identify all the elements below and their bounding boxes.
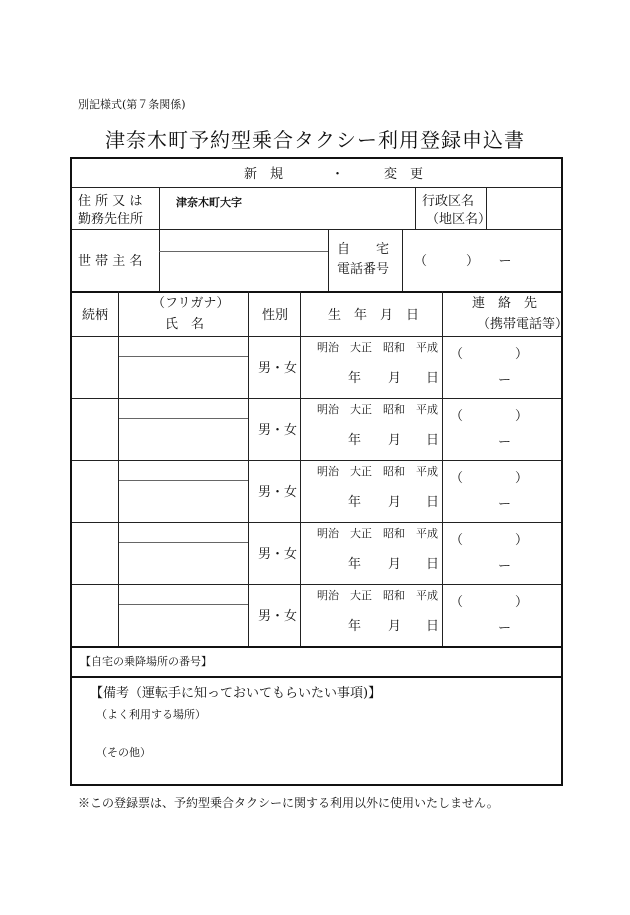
divider xyxy=(72,291,561,293)
divider xyxy=(159,229,160,291)
phone-label-1: 自 宅 xyxy=(337,242,390,257)
contact-phone-field[interactable]: （ ） xyxy=(450,471,529,486)
contact-phone-field[interactable]: （ ） xyxy=(450,409,529,424)
divider xyxy=(72,336,561,337)
year-label: 年 xyxy=(348,495,362,510)
divider xyxy=(328,229,329,291)
option-separator: ・ xyxy=(331,167,345,182)
address-field[interactable]: 津奈木町大字 xyxy=(176,196,242,209)
phone-label-2: 電話番号 xyxy=(337,262,390,277)
divider xyxy=(72,584,561,585)
month-label: 月 xyxy=(388,557,402,572)
home-phone-field[interactable]: （ ） ー xyxy=(414,254,512,269)
year-label: 年 xyxy=(348,371,362,386)
gender-option[interactable]: 男・女 xyxy=(258,485,298,500)
divider xyxy=(72,398,561,399)
gender-option[interactable]: 男・女 xyxy=(258,361,298,376)
divider xyxy=(486,187,487,229)
divider xyxy=(118,291,119,646)
divider xyxy=(248,291,249,646)
birthdate-header: 生 年 月 日 xyxy=(328,308,420,323)
divider xyxy=(159,187,160,229)
month-label: 月 xyxy=(388,619,402,634)
address-label-1: 住 所 又 は xyxy=(78,194,143,209)
divider xyxy=(402,229,403,291)
divider xyxy=(72,229,561,230)
month-label: 月 xyxy=(388,433,402,448)
contact-dash: ー xyxy=(498,373,512,388)
option-new[interactable]: 新 規 xyxy=(244,167,284,182)
relation-header: 続柄 xyxy=(82,308,109,323)
year-label: 年 xyxy=(348,557,362,572)
furigana-header: （フリガナ） xyxy=(152,296,230,311)
contact-dash: ー xyxy=(498,497,512,512)
day-label: 日 xyxy=(426,557,440,572)
divider xyxy=(300,291,301,646)
other-label: （その他） xyxy=(96,746,151,759)
furigana-line xyxy=(118,356,248,357)
furigana-line xyxy=(159,251,328,252)
remarks-title: 【備考（運転手に知っておいてもらいたい事項)】 xyxy=(90,686,382,701)
day-label: 日 xyxy=(426,371,440,386)
page-title: 津奈木町予約型乗合タクシー利用登録申込書 xyxy=(105,128,525,152)
era-options[interactable]: 明治 大正 昭和 平成 xyxy=(317,589,438,602)
day-label: 日 xyxy=(426,433,440,448)
gender-header: 性別 xyxy=(262,308,289,323)
furigana-line xyxy=(118,480,248,481)
divider xyxy=(442,291,443,646)
day-label: 日 xyxy=(426,495,440,510)
contact-header-2: （携帯電話等） xyxy=(477,317,569,332)
address-label-2: 勤務先住所 xyxy=(78,212,144,227)
month-label: 月 xyxy=(388,371,402,386)
name-header: 氏 名 xyxy=(165,317,205,332)
era-options[interactable]: 明治 大正 昭和 平成 xyxy=(317,527,438,540)
month-label: 月 xyxy=(388,495,402,510)
pickup-label: 【自宅の乗降場所の番号】 xyxy=(80,655,212,668)
district-label-1: 行政区名 xyxy=(422,194,475,209)
divider xyxy=(72,522,561,523)
furigana-line xyxy=(118,604,248,605)
year-label: 年 xyxy=(348,619,362,634)
gender-option[interactable]: 男・女 xyxy=(258,609,298,624)
footnote: ※この登録票は、予約型乗合タクシーに関する利用以外に使用いたしません。 xyxy=(78,796,499,810)
divider xyxy=(72,646,561,648)
frequent-place-label: （よく利用する場所） xyxy=(96,708,206,721)
household-label: 世 帯 主 名 xyxy=(78,254,143,269)
divider xyxy=(72,460,561,461)
contact-dash: ー xyxy=(498,559,512,574)
divider xyxy=(72,187,561,188)
contact-header-1: 連 絡 先 xyxy=(472,296,538,311)
form-note: 別記様式(第７条関係) xyxy=(78,98,186,111)
furigana-line xyxy=(118,542,248,543)
furigana-line xyxy=(118,418,248,419)
era-options[interactable]: 明治 大正 昭和 平成 xyxy=(317,465,438,478)
option-change[interactable]: 変 更 xyxy=(384,167,424,182)
year-label: 年 xyxy=(348,433,362,448)
contact-phone-field[interactable]: （ ） xyxy=(450,533,529,548)
divider xyxy=(72,676,561,678)
era-options[interactable]: 明治 大正 昭和 平成 xyxy=(317,403,438,416)
divider xyxy=(415,187,416,229)
day-label: 日 xyxy=(426,619,440,634)
contact-dash: ー xyxy=(498,621,512,636)
gender-option[interactable]: 男・女 xyxy=(258,547,298,562)
district-label-2: （地区名） xyxy=(426,212,492,227)
contact-phone-field[interactable]: （ ） xyxy=(450,595,529,610)
contact-dash: ー xyxy=(498,435,512,450)
gender-option[interactable]: 男・女 xyxy=(258,423,298,438)
registration-form xyxy=(70,157,569,786)
era-options[interactable]: 明治 大正 昭和 平成 xyxy=(317,341,438,354)
contact-phone-field[interactable]: （ ） xyxy=(450,347,529,362)
